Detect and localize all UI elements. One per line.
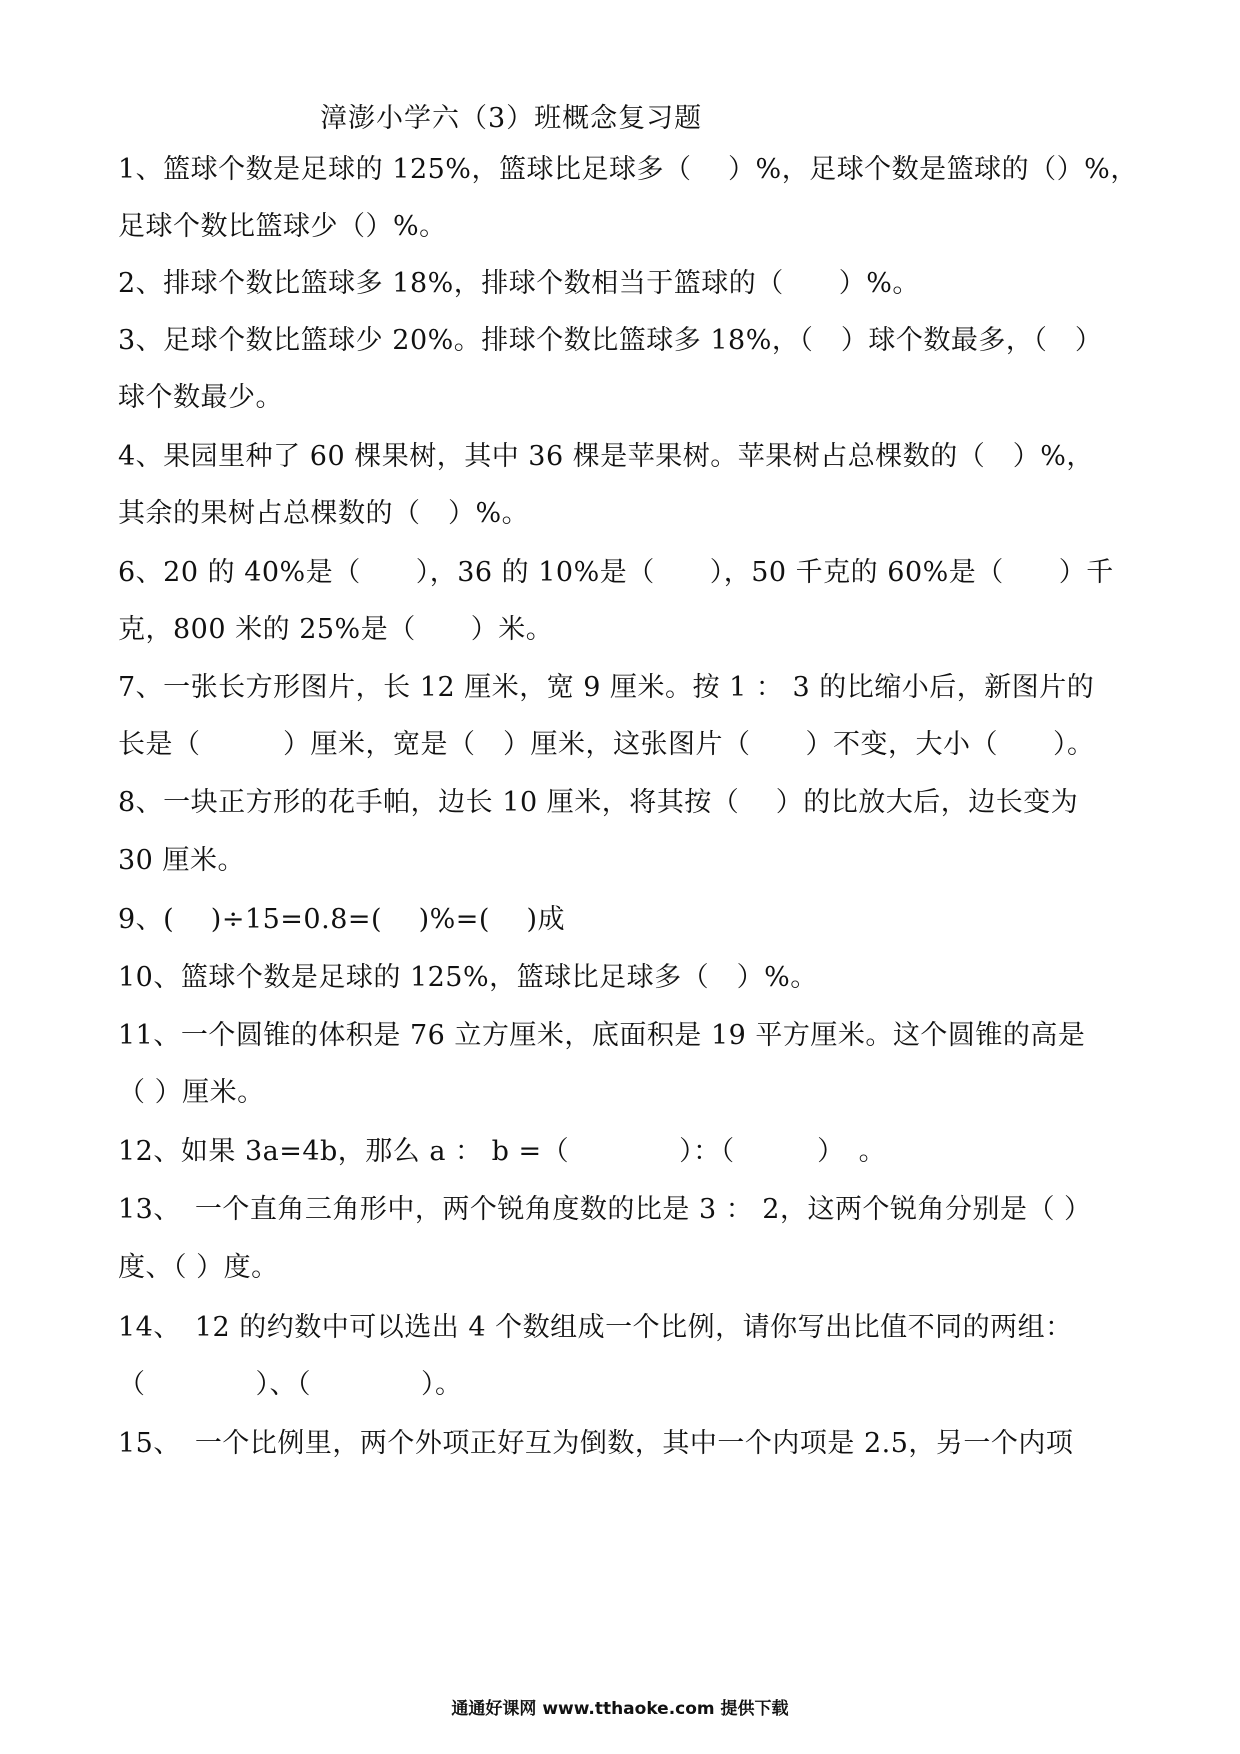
question-line: 度、（ ）度。: [118, 1252, 279, 1283]
question-line: 14、 12 的约数中可以选出 4 个数组成一个比例，请你写出比值不同的两组：: [118, 1312, 1073, 1343]
footer-credit: 通通好课网 www.tthaoke.com 提供下载: [451, 1699, 789, 1719]
question-line: 12、如果 3a=4b，那么 a ： b =（ ）：（ ） 。: [118, 1136, 887, 1167]
page-title: 漳澎小学六（3）班概念复习题: [320, 103, 703, 134]
question-line: 10、篮球个数是足球的 125%，篮球比足球多（ ）%。: [118, 962, 818, 993]
question-line: 8、一块正方形的花手帕，边长 10 厘米，将其按（ ）的比放大后，边长变为: [118, 787, 1079, 818]
question-line: 6、20 的 40%是（ ），36 的 10%是（ ），50 千克的 60%是（ ）千: [118, 557, 1114, 588]
question-line: 30 厘米。: [118, 845, 245, 876]
question-line: 其余的果树占总棵数的（ ）%。: [118, 498, 530, 529]
question-line: （ ）厘米。: [118, 1077, 265, 1108]
question-line: 15、 一个比例里，两个外项正好互为倒数，其中一个内项是 2.5，另一个内项: [118, 1428, 1074, 1459]
question-line: 足球个数比篮球少（）%。: [118, 211, 447, 242]
question-line: 9、( )÷15=0.8=( )%=( )成: [118, 904, 566, 935]
question-line: 长是（ ）厘米，宽是（ ）厘米，这张图片（ ）不变，大小（ ）。: [118, 729, 1095, 760]
question-line: 克，800 米的 25%是（ ）米。: [118, 614, 554, 645]
question-line: 1、篮球个数是足球的 125%，篮球比足球多（ ）%，足球个数是篮球的（）%，: [118, 154, 1138, 185]
question-line: （ ）、（ ）。: [118, 1369, 463, 1400]
question-line: 4、果园里种了 60 棵果树，其中 36 棵是苹果树。苹果树占总棵数的（ ）%，: [118, 441, 1094, 472]
question-line: 7、一张长方形图片，长 12 厘米，宽 9 厘米。按 1 ： 3 的比缩小后，新图片的: [118, 672, 1095, 703]
question-line: 11、一个圆锥的体积是 76 立方厘米，底面积是 19 平方厘米。这个圆锥的高是: [118, 1020, 1086, 1051]
question-line: 2、排球个数比篮球多 18%，排球个数相当于篮球的（ ）%。: [118, 268, 920, 299]
question-line: 13、 一个直角三角形中，两个锐角度数的比是 3 ： 2，这两个锐角分别是（ ）: [118, 1194, 1092, 1225]
question-line: 球个数最少。: [118, 382, 283, 413]
question-line: 3、足球个数比篮球少 20%。排球个数比篮球多 18%，（ ）球个数最多，（ ）: [118, 325, 1103, 356]
